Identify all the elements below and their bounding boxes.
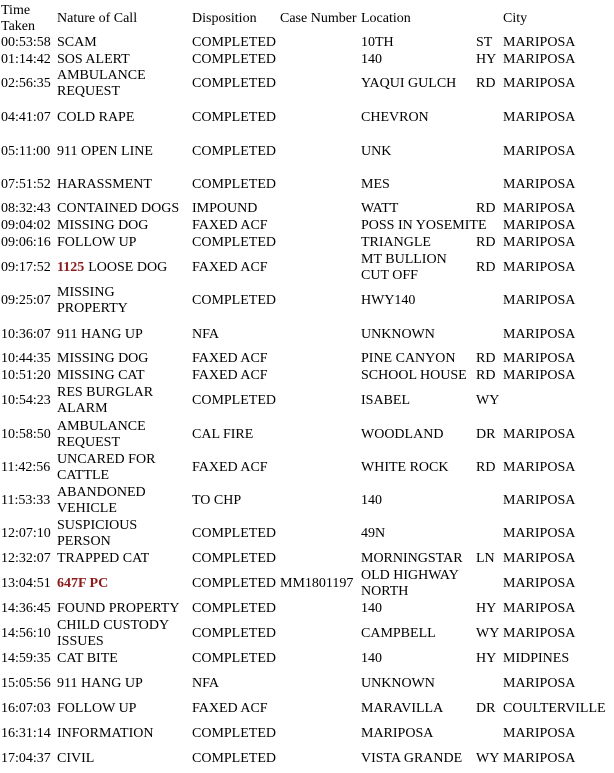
header-taken-line: Taken [1,19,36,34]
disposition-cell: COMPLETED [192,52,276,67]
nature-cell: COLD RAPE [57,110,135,125]
location-cell: SCHOOL HOUSE [361,368,467,383]
disposition-cell: COMPLETED [192,110,276,125]
location-cell: UNK [361,144,392,159]
nature-cell: SCAM [57,35,97,50]
city-cell: MARIPOSA [503,327,576,342]
street-suffix-cell: WY [476,393,500,408]
disposition-cell: COMPLETED [192,76,276,91]
location-cell: HWY140 [361,293,416,308]
time-cell: 10:58:50 [1,427,51,442]
disposition-cell: COMPLETED [192,576,276,591]
time-cell: 16:07:03 [1,701,51,716]
nature-cell: CONTAINED DOGS [57,201,180,216]
street-suffix-cell: RD [476,76,496,91]
nature-cell: CIVIL [57,751,95,766]
nature-cell: UNCARED FOR [57,452,156,467]
nature-cell: VEHICLE [57,501,117,516]
location-cell: CAMPBELL [361,626,436,641]
city-cell: MIDPINES [503,651,570,666]
nature-cell: CAT BITE [57,651,118,666]
nature-cell: SUSPICIOUS [57,518,138,533]
nature-cell: INFORMATION [57,726,154,741]
location-cell: MARIPOSA [361,726,434,741]
disposition-cell: FAXED ACF [192,368,268,383]
time-cell: 14:59:35 [1,651,51,666]
disposition-cell: NFA [192,676,219,691]
city-cell: MARIPOSA [503,201,576,216]
nature-cell: LOOSE DOG [88,260,168,275]
disposition-cell: NFA [192,327,219,342]
time-cell: 12:07:10 [1,526,51,541]
city-cell: MARIPOSA [503,751,576,766]
city-cell: MARIPOSA [503,235,576,250]
city-cell: MARIPOSA [503,144,576,159]
time-cell: 10:44:35 [1,351,51,366]
header-city: City [503,11,528,26]
city-cell: MARIPOSA [503,218,576,233]
nature-cell: ISSUES [57,634,104,649]
street-suffix-cell: ST [476,35,493,50]
street-suffix-cell: HY [476,601,497,616]
time-cell: 16:31:14 [1,726,51,741]
street-suffix-cell: DR [476,701,496,716]
time-cell: 17:04:37 [1,751,51,766]
nature-cell: TRAPPED CAT [57,551,150,566]
location-cell: 49N [361,526,386,541]
nature-cell: HARASSMENT [57,177,152,192]
location-cell: ISABEL [361,393,410,408]
nature-cell: MISSING DOG [57,351,149,366]
time-cell: 08:32:43 [1,201,51,216]
time-cell: 01:14:42 [1,52,51,67]
street-suffix-cell: RD [476,368,496,383]
street-suffix-cell: WY [476,626,500,641]
time-cell: 11:53:33 [1,493,51,508]
time-cell: 07:51:52 [1,177,51,192]
location-cell: CUT OFF [361,268,418,283]
city-cell: MARIPOSA [503,676,576,691]
time-cell: 14:56:10 [1,626,51,641]
location-cell: UNKNOWN [361,676,435,691]
header-location: Location [361,11,411,26]
time-cell: 10:51:20 [1,368,51,383]
header-time-taken [1,3,35,35]
city-cell: MARIPOSA [503,368,576,383]
location-cell: 140 [361,493,382,508]
city-cell: MARIPOSA [503,76,576,91]
city-cell: MARIPOSA [503,576,576,591]
nature-cell: MISSING [57,285,115,300]
city-cell: COULTERVILLE [503,701,606,716]
disposition-cell: IMPOUND [192,201,258,216]
disposition-cell: COMPLETED [192,393,276,408]
location-cell: 140 [361,601,382,616]
disposition-cell: COMPLETED [192,35,276,50]
location-cell: UNKNOWN [361,327,435,342]
nature-cell: MISSING DOG [57,218,149,233]
location-cell: PINE CANYON [361,351,456,366]
city-cell: MARIPOSA [503,493,576,508]
city-cell: MARIPOSA [503,460,576,475]
disposition-cell: COMPLETED [192,526,276,541]
city-cell: MARIPOSA [503,427,576,442]
disposition-cell: FAXED ACF [192,460,268,475]
location-cell: YAQUI GULCH [361,76,457,91]
time-cell: 05:11:00 [1,144,51,159]
disposition-cell: COMPLETED [192,751,276,766]
time-cell: 14:36:45 [1,601,51,616]
location-cell: 10TH [361,35,394,50]
street-suffix-cell: RD [476,260,496,275]
time-cell: 09:25:07 [1,293,51,308]
disposition-cell: FAXED ACF [192,701,268,716]
nature-cell: CATTLE [57,468,110,483]
street-suffix-cell: RD [476,201,496,216]
city-cell: MARIPOSA [503,177,576,192]
location-cell: NORTH [361,584,409,599]
city-cell: MARIPOSA [503,52,576,67]
nature-cell: 911 HANG UP [57,327,143,342]
nature-cell: AMBULANCE [57,68,146,83]
time-cell: 00:53:58 [1,35,51,50]
location-cell: WATT [361,201,399,216]
nature-cell: SOS ALERT [57,52,130,67]
nature-cell: REQUEST [57,435,120,450]
location-cell: POSS IN YOSEMITE [361,218,487,233]
location-cell: MES [361,177,390,192]
street-suffix-cell: LN [476,551,495,566]
location-cell: MARAVILLA [361,701,444,716]
location-cell: WHITE ROCK [361,460,449,475]
nature-cell: REQUEST [57,84,120,99]
disposition-cell: COMPLETED [192,144,276,159]
disposition-cell: COMPLETED [192,551,276,566]
city-cell: MARIPOSA [503,293,576,308]
time-cell: 15:05:56 [1,676,51,691]
location-cell: MT BULLION [361,252,447,267]
disposition-cell: FAXED ACF [192,351,268,366]
time-cell: 10:36:07 [1,327,51,342]
disposition-cell: COMPLETED [192,626,276,641]
street-suffix-cell: HY [476,52,497,67]
city-cell: MARIPOSA [503,526,576,541]
nature-cell: PERSON [57,534,111,549]
nature-cell: MISSING CAT [57,368,145,383]
location-cell: WOODLAND [361,427,444,442]
disposition-cell: TO CHP [192,493,242,508]
time-cell: 09:17:52 [1,260,51,275]
disposition-cell: FAXED ACF [192,218,268,233]
city-cell: MARIPOSA [503,551,576,566]
disposition-cell: COMPLETED [192,235,276,250]
nature-cell: RES BURGLAR [57,385,154,400]
location-cell: 140 [361,651,382,666]
nature-cell: CHILD CUSTODY [57,618,170,633]
street-suffix-cell: HY [476,651,497,666]
location-cell: TRIANGLE [361,235,431,250]
time-cell: 09:04:02 [1,218,51,233]
time-cell: 10:54:23 [1,393,51,408]
disposition-cell: COMPLETED [192,651,276,666]
location-cell: OLD HIGHWAY [361,568,459,583]
disposition-cell: COMPLETED [192,726,276,741]
street-suffix-cell: RD [476,351,496,366]
city-cell: MARIPOSA [503,351,576,366]
nature-cell: FOUND PROPERTY [57,601,180,616]
location-cell: CHEVRON [361,110,429,125]
nature-cell: 911 HANG UP [57,676,143,691]
city-cell: MARIPOSA [503,110,576,125]
street-suffix-cell: DR [476,427,496,442]
location-cell: 140 [361,52,382,67]
disposition-cell: CAL FIRE [192,427,254,442]
time-cell: 09:06:16 [1,235,51,250]
nature-cell: AMBULANCE [57,419,146,434]
header-case-number: Case Number [280,11,357,26]
header-disposition: Disposition [192,11,257,26]
disposition-cell: FAXED ACF [192,260,268,275]
street-suffix-cell: RD [476,460,496,475]
location-cell: MORNINGSTAR [361,551,463,566]
time-cell: 02:56:35 [1,76,51,91]
city-cell: MARIPOSA [503,35,576,50]
call-code: 1125 [57,260,85,275]
nature-cell: PROPERTY [57,301,128,316]
disposition-cell: COMPLETED [192,293,276,308]
header-nature-of-call: Nature of Call [57,11,138,26]
header-time-line: Time [1,3,31,18]
disposition-cell: COMPLETED [192,601,276,616]
nature-cell: ABANDONED [57,485,146,500]
call-code: 647F PC [57,576,109,591]
time-cell: 04:41:07 [1,110,51,125]
nature-cell: 911 OPEN LINE [57,144,153,159]
city-cell: MARIPOSA [503,601,576,616]
city-cell: MARIPOSA [503,626,576,641]
disposition-cell: COMPLETED [192,177,276,192]
time-cell: 11:42:56 [1,460,51,475]
street-suffix-cell: WY [476,751,500,766]
time-cell: 13:04:51 [1,576,51,591]
nature-cell: ALARM [57,401,108,416]
city-cell: MARIPOSA [503,726,576,741]
time-cell: 12:32:07 [1,551,51,566]
nature-cell: FOLLOW UP [57,701,137,716]
street-suffix-cell: RD [476,235,496,250]
location-cell: VISTA GRANDE [361,751,463,766]
case-number-cell: MM1801197 [280,576,354,591]
nature-cell: FOLLOW UP [57,235,137,250]
city-cell: MARIPOSA [503,260,576,275]
